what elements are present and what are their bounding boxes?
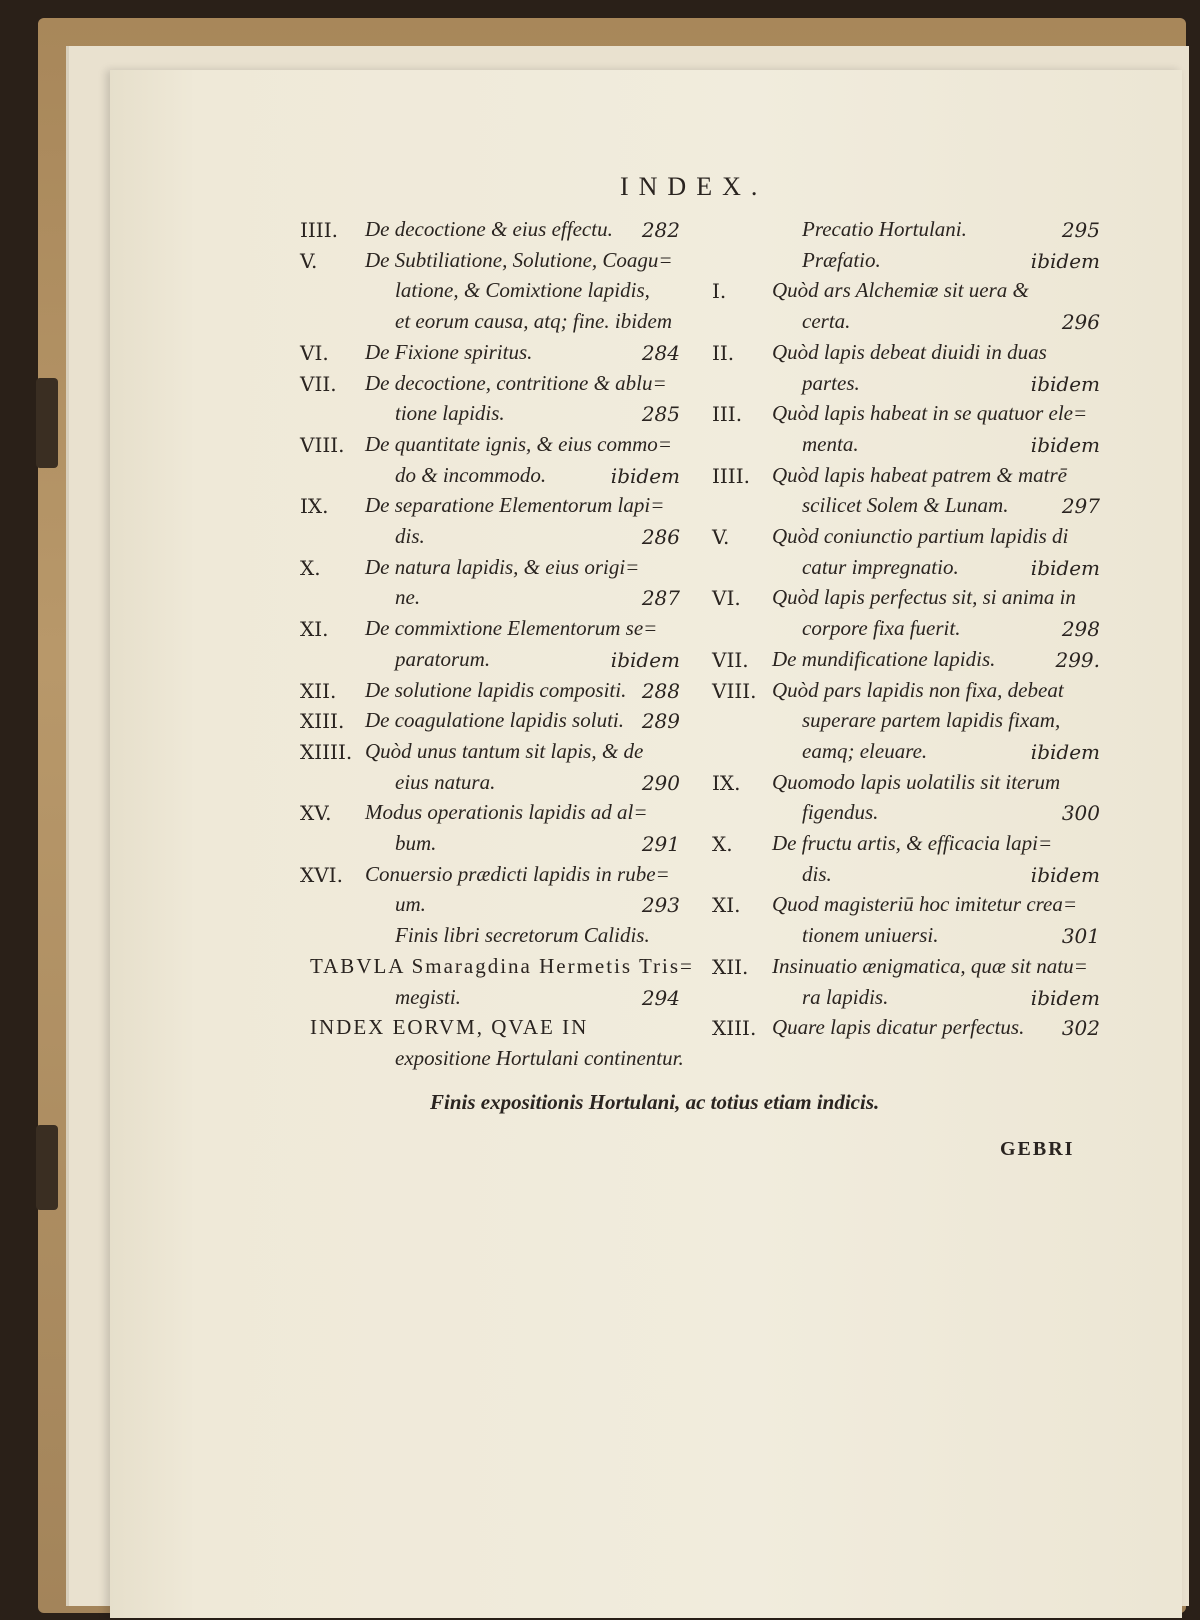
entry-text: De coagulatione lapidis soluti. <box>365 708 624 733</box>
entry-number: V. <box>300 248 318 273</box>
entry-page: 293 <box>641 893 680 918</box>
entry-text: Quòd coniunctio partium lapidis di <box>772 524 1069 548</box>
entry-page: 285 <box>641 402 680 427</box>
entry-text: latione, & Comixtione lapidis, <box>395 278 650 303</box>
entry-page: 282 <box>641 218 680 242</box>
entry-page: ibidem <box>610 647 680 672</box>
entry-page: 284 <box>641 340 680 365</box>
entry-page: 287 <box>641 586 680 611</box>
entry-text: De quantitate ignis, & eius commo= <box>365 431 672 456</box>
page-header: INDEX. <box>620 172 768 201</box>
entry-number: XII. <box>300 678 337 703</box>
entry-number: XIII. <box>712 1016 757 1041</box>
entry-text: Quòd lapis habeat in se quatuor ele= <box>772 401 1088 426</box>
entry-page: ibidem <box>1030 371 1100 396</box>
entry-text: Quòd lapis debeat diuidi in duas <box>772 339 1047 364</box>
entry-text: tione lapidis. <box>395 401 505 426</box>
entry-number: VIII. <box>712 678 757 703</box>
entry-page: ibidem <box>1030 739 1100 764</box>
entry-text: certa. <box>802 309 851 334</box>
entry-number: VII. <box>712 647 749 672</box>
entry-text: superare partem lapidis fixam, <box>802 708 1061 733</box>
entry-page: 298 <box>1061 617 1100 642</box>
entry-text: De commixtione Elementorum se= <box>365 616 658 641</box>
entry-text: do & incommodo. <box>395 462 547 487</box>
entry-page: 302 <box>1061 1016 1100 1041</box>
entry-text: Quòd unus tantum sit lapis, & de <box>365 738 644 763</box>
entry-text: Finis libri secretorum Calidis. <box>395 923 650 948</box>
entry-page: ibidem <box>1030 248 1100 273</box>
entry-number: X. <box>712 832 733 856</box>
entry-text: bum. <box>395 831 437 855</box>
entry-text: Quòd lapis habeat patrem & matrē <box>772 462 1067 487</box>
entry-text: menta. <box>802 431 859 456</box>
entry-page: ibidem <box>1030 555 1100 580</box>
entry-text: Precatio Hortulani. <box>802 217 967 241</box>
entry-number: I. <box>712 279 727 304</box>
entry-page: 289 <box>641 709 680 734</box>
entry-page: 290 <box>641 770 680 795</box>
entry-text: ra lapidis. <box>802 984 889 1009</box>
entry-text: TABVLA Smaragdina Hermetis Tris= <box>310 953 694 978</box>
entry-page: 299. <box>1055 647 1100 672</box>
entry-number: X. <box>300 555 321 580</box>
entry-page: 288 <box>641 678 680 703</box>
entry-text: dis. <box>802 861 832 886</box>
entry-page: 294 <box>641 985 680 1010</box>
entry-text: Quòd lapis perfectus sit, si anima in <box>772 585 1076 610</box>
entry-text: De Fixione spiritus. <box>365 339 533 364</box>
entry-page: 296 <box>1061 310 1100 335</box>
entry-text: corpore fixa fuerit. <box>802 616 961 641</box>
entry-text: Quomodo lapis uolatilis sit iterum <box>772 769 1061 794</box>
entry-number: XIII. <box>300 709 345 734</box>
entry-text: tionem uniuersi. <box>802 923 939 948</box>
entry-text: De decoctione, contritione & ablu= <box>365 370 667 395</box>
entry-number: VII. <box>300 371 337 396</box>
entry-text: catur impregnatio. <box>802 554 959 579</box>
entry-text: De separatione Elementorum lapi= <box>365 493 665 518</box>
entry-text: um. <box>395 892 426 917</box>
clasp-lower <box>36 1125 58 1210</box>
entry-text: paratorum. <box>395 646 491 671</box>
entry-text: expositione Hortulani continentur. <box>395 1045 684 1070</box>
entry-text: De mundificatione lapidis. <box>772 646 996 671</box>
entry-text: figendus. <box>802 800 879 825</box>
entry-text: De Subtiliatione, Solutione, Coagu= <box>365 247 673 272</box>
entry-text: Modus operationis lapidis ad al= <box>365 800 648 825</box>
entry-text: megisti. <box>395 984 461 1009</box>
entry-text: Præfatio. <box>802 247 881 272</box>
entry-page: 286 <box>641 525 680 549</box>
entry-number: XVI. <box>300 862 343 887</box>
entry-text: INDEX EORVM, QVAE IN <box>310 1015 589 1040</box>
entry-number: XIIII. <box>300 739 353 764</box>
entry-text: Quare lapis dicatur perfectus. <box>772 1015 1025 1040</box>
entry-number: XII. <box>712 954 749 979</box>
entry-number: XI. <box>712 893 741 918</box>
entry-page: 295 <box>1061 218 1100 242</box>
entry-number: XI. <box>300 617 329 642</box>
entry-page: ibidem <box>1030 985 1100 1010</box>
entry-number: VI. <box>300 340 329 365</box>
clasp-upper <box>36 378 58 468</box>
entry-number: II. <box>712 340 735 365</box>
entry-number: XV. <box>300 801 332 826</box>
catchword: GEBRI <box>1000 1138 1075 1160</box>
entry-page: 301 <box>1061 924 1100 949</box>
footer-line: Finis expositionis Hortulani, ac totius etiam indicis. <box>430 1090 880 1114</box>
entry-text: De natura lapidis, & eius origi= <box>365 554 640 579</box>
entry-text: scilicet Solem & Lunam. <box>802 493 1009 518</box>
entry-number: III. <box>712 402 743 427</box>
entry-page: 291 <box>641 832 680 856</box>
entry-page: ibidem <box>1030 432 1100 457</box>
entry-page: 297 <box>1061 494 1100 519</box>
entry-text: dis. <box>395 524 425 548</box>
entry-text: Conuersio prædicti lapidis in rube= <box>365 861 670 886</box>
entry-number: IX. <box>300 494 329 519</box>
entry-number: IX. <box>712 770 741 795</box>
entry-number: VIII. <box>300 432 345 457</box>
entry-text: De fructu artis, & efficacia lapi= <box>772 831 1053 855</box>
entry-number: IIII. <box>712 463 750 488</box>
entry-text: eamq; eleuare. <box>802 738 928 763</box>
entry-number: IIII. <box>300 218 338 242</box>
entry-text: partes. <box>802 370 860 395</box>
entry-text: eius natura. <box>395 769 496 794</box>
entry-text: Quòd pars lapidis non fixa, debeat <box>772 677 1064 702</box>
entry-text: Quod magisteriū hoc imitetur crea= <box>772 892 1078 917</box>
entry-text: ne. <box>395 585 421 610</box>
entry-page: ibidem <box>610 463 680 488</box>
entry-page: 300 <box>1061 801 1100 826</box>
entry-text: Insinuatio ænigmatica, quæ sit natu= <box>772 953 1088 978</box>
entry-text: Quòd ars Alchemiæ sit uera & <box>772 278 1029 303</box>
entry-page: ibidem <box>1030 862 1100 887</box>
entry-text: De decoctione & eius effectu. <box>365 217 613 241</box>
entry-text: et eorum causa, atq; fine. ibidem <box>395 309 673 334</box>
entry-number: VI. <box>712 586 741 611</box>
entry-number: V. <box>712 525 730 549</box>
entry-text: De solutione lapidis compositi. <box>365 677 627 702</box>
